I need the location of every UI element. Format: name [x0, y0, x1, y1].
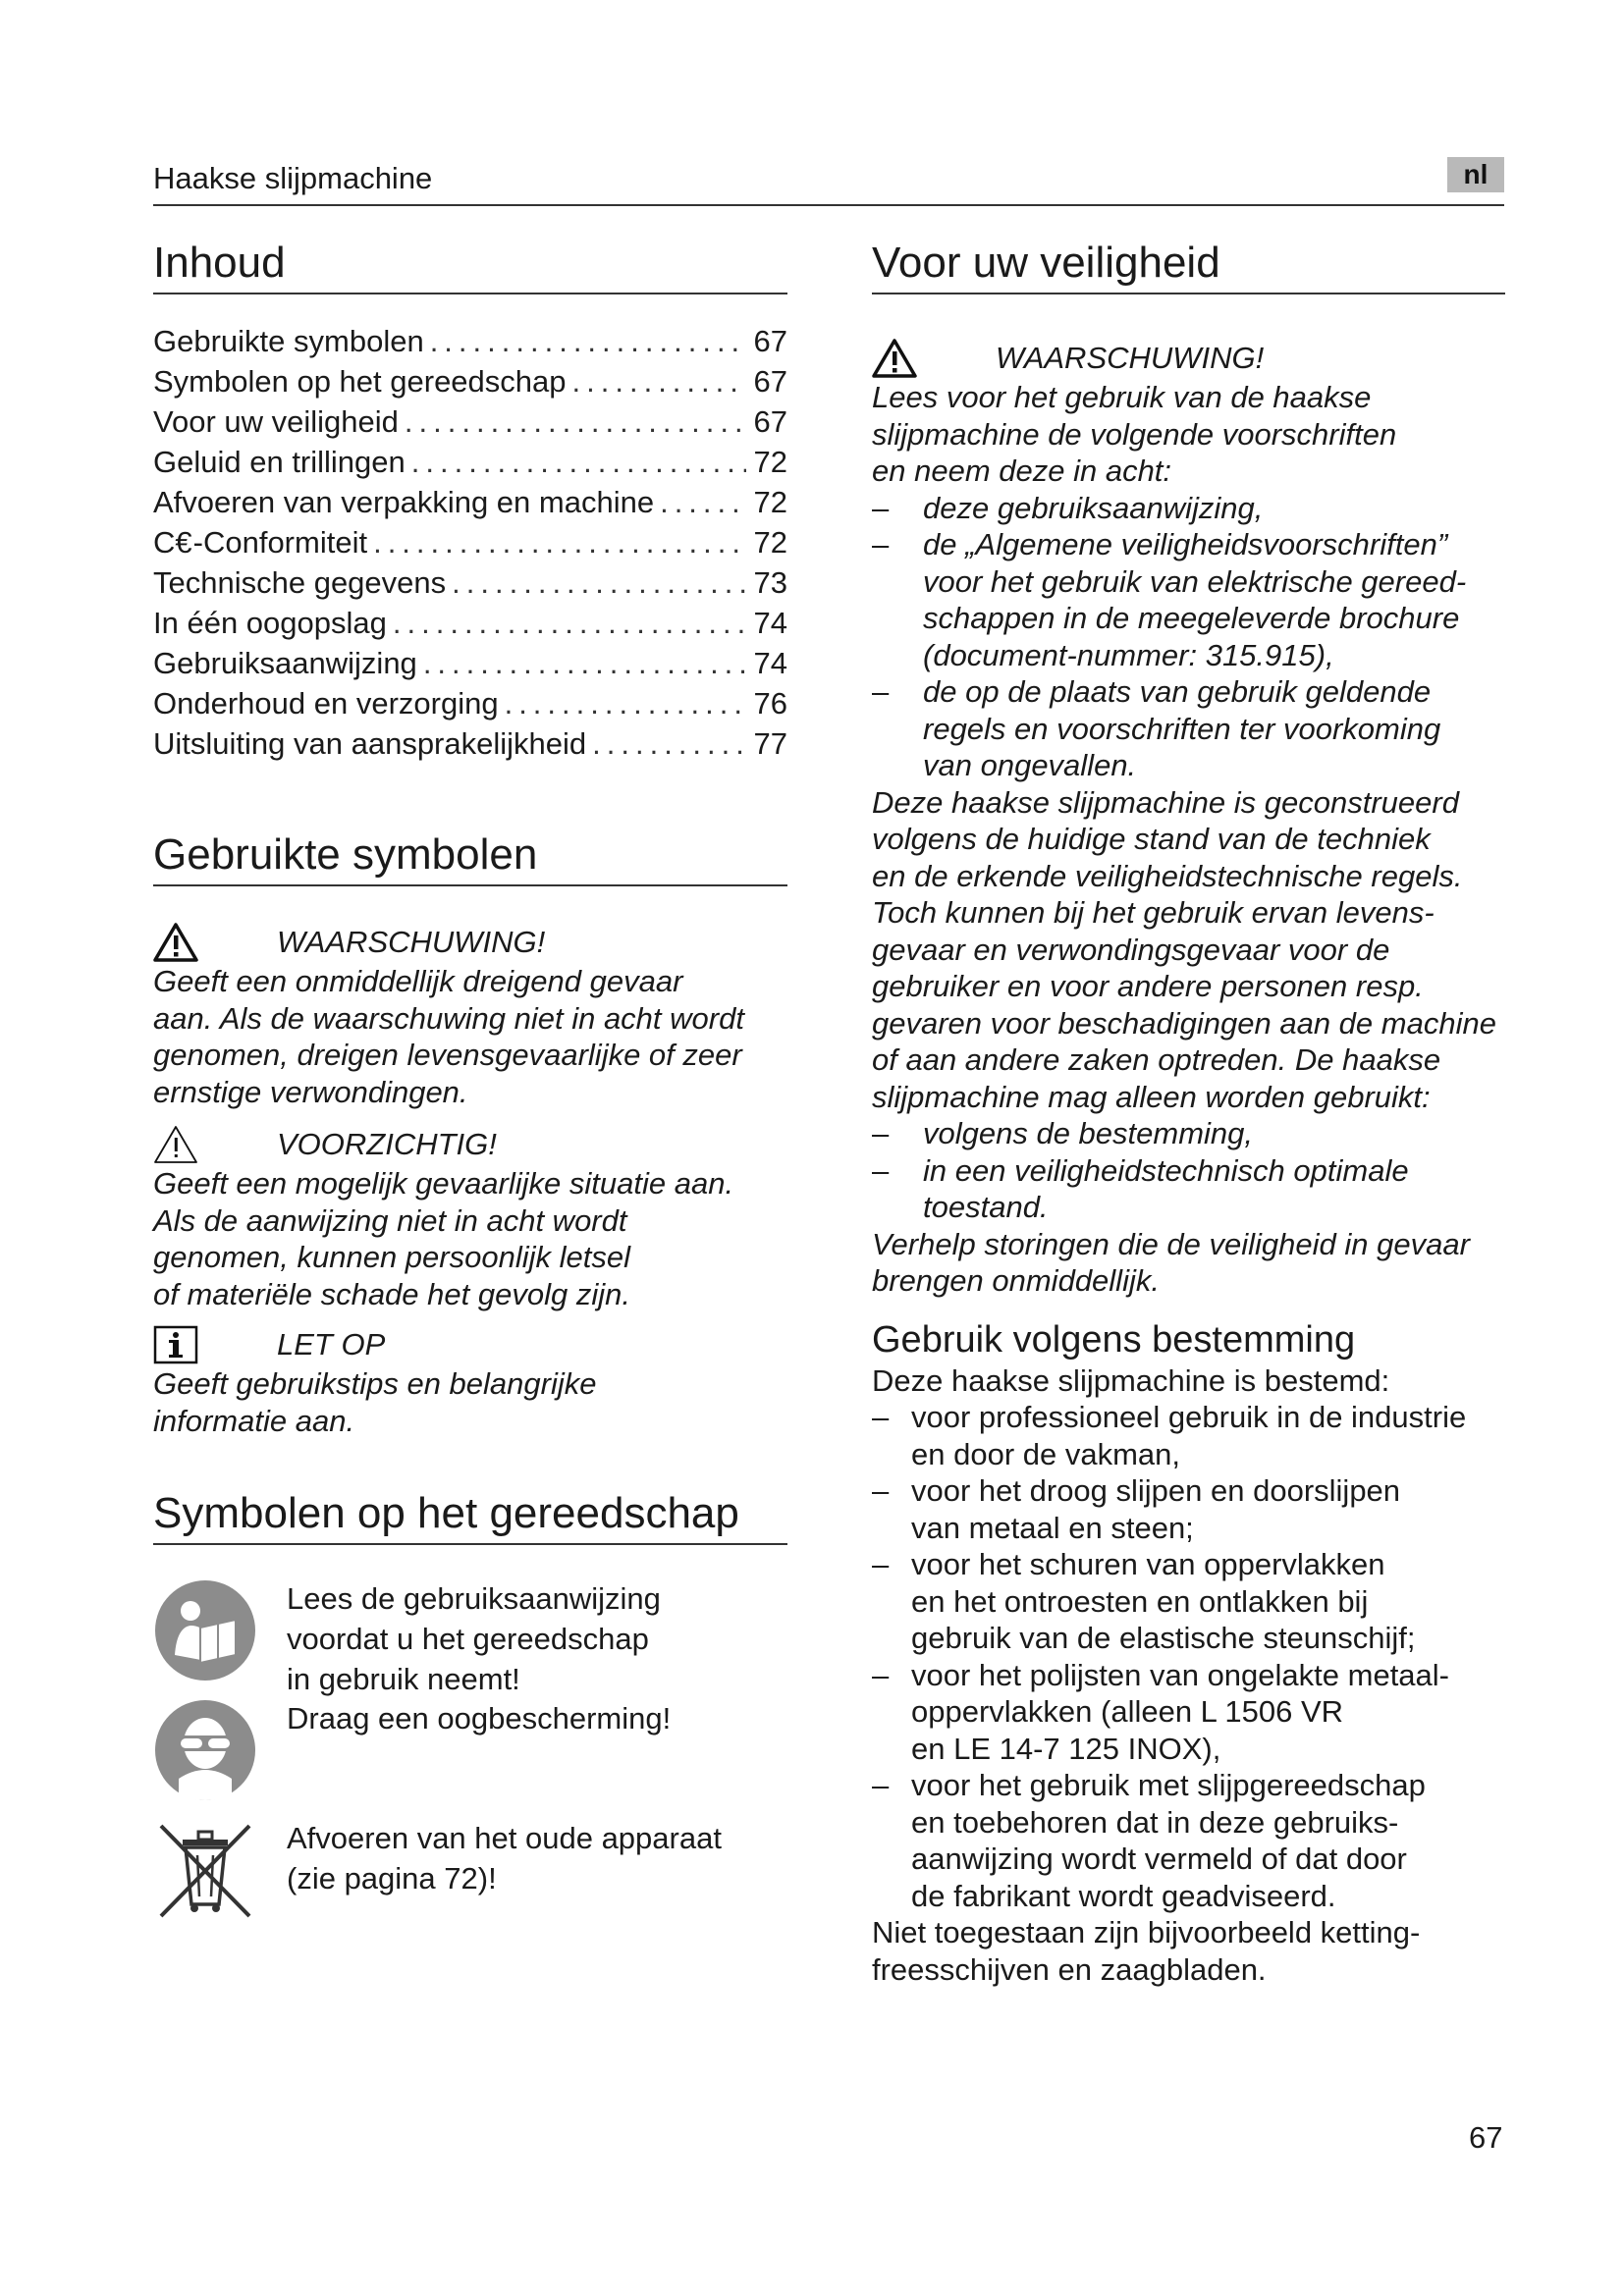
caution-label: VOORZICHTIG!: [277, 1127, 497, 1161]
toc-entry[interactable]: Uitsluiting van aansprakelijkheid ..... 77: [153, 726, 787, 767]
list-item: – voor het droog slijpen en doorslijpen van metaal en steen;: [872, 1472, 1505, 1546]
toc-entry[interactable]: Voor uw veiligheid ..... 67: [153, 404, 787, 445]
warning-block: WAARSCHUWING! Geeft een onmiddellijk dreigend gevaar aan. Als de waarschuwing niet in acht wordt genomen, dreigen levensgevaarlijke of zeer ernstige verwondingen.: [153, 922, 787, 1110]
caution-block: VOORZICHTIG! Geeft een mogelijk gevaarlijke situatie aan. Als de aanwijzing niet in acht wordt genomen, kunnen persoonlijk letsel of materiële schade het gevolg zijn.: [153, 1124, 787, 1312]
malfunction-paragraph: Verhelp storingen die de veiligheid in gevaar brengen onmiddellijk.: [872, 1226, 1470, 1298]
symbols-used-heading: Gebruikte symbolen: [153, 828, 787, 886]
list-item: – volgens de bestemming,: [872, 1115, 1505, 1152]
crossed-bin-icon: [153, 1818, 257, 1922]
intended-use-list: [872, 1399, 1505, 1914]
tool-symbols-heading: Symbolen op het gereedschap: [153, 1486, 787, 1545]
page-number: 67: [1469, 2120, 1503, 2155]
tool-symbol-item: Draag een oogbescherming!: [153, 1698, 787, 1818]
toc-entry[interactable]: Onderhoud en verzorging ..... 76: [153, 686, 787, 726]
tool-symbols-list: [153, 1578, 787, 1926]
regulations-list: [872, 490, 1505, 784]
toc-heading: Inhoud: [153, 236, 787, 294]
toc-entry[interactable]: Symbolen op het gereedschap ..... 67: [153, 364, 787, 404]
warning-label: WAARSCHUWING!: [277, 925, 546, 959]
list-item: – de „Algemene veiligheidsvoorschriften” voor het gebruik van elektrische gereed- schappen in de meegeleverde brochure (document-nummer: 315.915),: [872, 526, 1505, 673]
left-column: [153, 236, 787, 1926]
toc-entry[interactable]: Afvoeren van verpakking en machine ..... 72: [153, 485, 787, 525]
intended-use-intro: Deze haakse slijpmachine is bestemd:: [872, 1362, 1390, 1398]
page-header: [153, 157, 1504, 206]
toc-entry[interactable]: C€ -Conformiteit ..... 72: [153, 525, 787, 565]
tool-symbol-item: Afvoeren van het oude apparaat (zie pagina 72)!: [153, 1818, 787, 1926]
eye-protection-icon: [153, 1698, 257, 1802]
usage-conditions-list: [872, 1115, 1505, 1226]
warning-triangle-icon: [153, 922, 198, 963]
toc-entry[interactable]: In één oogopslag ..... 74: [153, 606, 787, 646]
document-title: Haakse slijpmachine: [153, 161, 433, 195]
toc-entry[interactable]: Technische gegevens ..... 73: [153, 565, 787, 606]
caution-triangle-icon: [153, 1124, 198, 1165]
list-item: – voor het polijsten van ongelakte metaal- oppervlakken (alleen L 1506 VR en LE 14-7 125 INOX),: [872, 1657, 1505, 1768]
intended-use-heading: Gebruik volgens bestemming: [872, 1318, 1356, 1361]
safety-paragraph: Deze haakse slijpmachine is geconstrueerd volgens de huidige stand van de techniek en de erkende veiligheidstechnische regels. Toch kunnen bij het gebruik ervan levens- gevaar en verwondingsgevaar voor de gebruiker en voor andere personen resp. gevaren voor beschadigingen aan de machine of aan andere zaken optreden. De haakse slijpmachine mag alleen worden gebruikt:: [872, 784, 1496, 1114]
toc-entry[interactable]: Gebruiksaanwijzing ..... 74: [153, 646, 787, 686]
warning-triangle-icon: [872, 338, 917, 379]
ce-mark-icon: C€: [153, 525, 192, 560]
note-block: LET OP Geeft gebruikstips en belangrijke informatie aan.: [153, 1324, 787, 1439]
warning-label: WAARSCHUWING!: [996, 341, 1265, 375]
list-item: – voor professioneel gebruik in de industrie en door de vakman,: [872, 1399, 1505, 1472]
list-item: – deze gebruiksaanwijzing,: [872, 490, 1505, 527]
list-item: – voor het gebruik met slijpgereedschap en toebehoren dat in deze gebruiks- aanwijzing wordt vermeld of dat door de fabrikant wordt geadviseerd.: [872, 1767, 1505, 1914]
list-item: – voor het schuren van oppervlakken en het ontroesten en ontlakken bij gebruik van de elastische steunschijf;: [872, 1546, 1505, 1657]
list-item: – in een veiligheidstechnisch optimale toestand.: [872, 1152, 1505, 1226]
toc-entry[interactable]: Geluid en trillingen ..... 72: [153, 445, 787, 485]
language-badge: nl: [1447, 157, 1504, 192]
safety-warning-block: WAARSCHUWING! Lees voor het gebruik van de haakse slijpmachine de volgende voorschriften en neem deze in acht: – deze gebruiksaanwijzing, – de „Algemene veiligheidsvoorschriften” voor het gebruik van elektrische gereed- schappen in de meegeleverde brochure (document-nummer: 315.915), – de op de plaats van gebruik geldende regels en voorschriften ter voorkoming van ongevallen. Deze haakse slijpmachine is geconstrueerd volgens de huidige stand van de techniek en de erkende veiligheidstechnische regels. Toch kunnen bij het gebruik ervan levens- gevaar en verwondingsgevaar voor de gebruiker en voor andere personen resp. gevaren voor beschadigingen aan de machine of aan andere zaken optreden. De haakse slijpmachine mag alleen worden gebruikt: – volgens de bestemming, – in een veiligheidstechnisch optimale toestand. Verhelp storingen die de veiligheid in gevaar brengen onmiddellijk.: [872, 338, 1505, 1300]
info-icon: [153, 1324, 198, 1365]
safety-heading: Voor uw veiligheid: [872, 236, 1505, 294]
tool-symbol-item: Lees de gebruiksaanwijzing voordat u het gereedschap in gebruik neemt!: [153, 1578, 787, 1698]
list-item: – de op de plaats van gebruik geldende regels en voorschriften ter voorkoming van ongevallen.: [872, 673, 1505, 784]
toc-entry[interactable]: Gebruikte symbolen ..... 67: [153, 324, 787, 364]
intended-use-outro: Niet toegestaan zijn bijvoorbeeld ketting- freesschijven en zaagbladen.: [872, 1915, 1421, 1987]
note-label: LET OP: [277, 1327, 386, 1362]
right-column: [872, 236, 1505, 1988]
table-of-contents: [153, 324, 787, 767]
read-manual-icon: [153, 1578, 257, 1682]
